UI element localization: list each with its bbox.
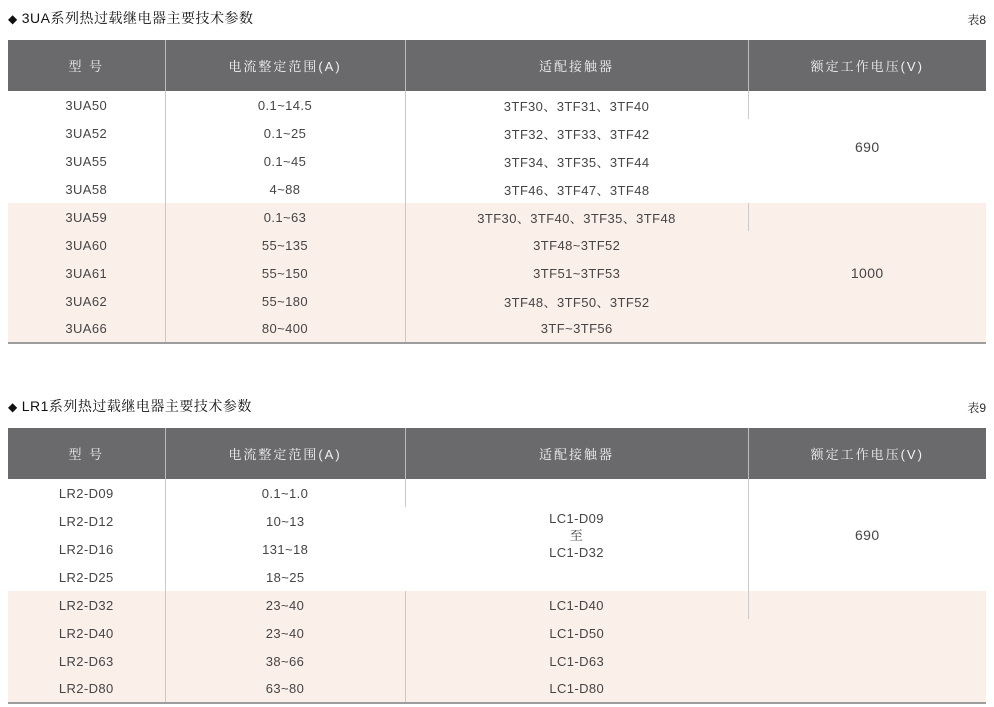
range-cell: 0.1~63 bbox=[165, 203, 405, 231]
contactor-cell: 3TF48、3TF50、3TF52 bbox=[405, 287, 748, 315]
contactor-cell: LC1-D63 bbox=[405, 647, 748, 675]
section-lr1-title-row bbox=[8, 344, 986, 416]
model-cell: 3UA61 bbox=[8, 259, 165, 287]
contactor-cell: 3TF48~3TF52 bbox=[405, 231, 748, 259]
model-cell: LR2-D32 bbox=[8, 591, 165, 619]
column-header-model: 型 号 bbox=[8, 40, 165, 91]
range-cell: 10~13 bbox=[265, 513, 305, 529]
empty-voltage-cell bbox=[748, 591, 986, 703]
table-row bbox=[8, 479, 986, 507]
table-lr1 bbox=[8, 428, 986, 704]
range-cell: 0.1~14.5 bbox=[165, 91, 405, 119]
model-cell: 3UA59 bbox=[8, 203, 165, 231]
contactor-group-line: LC1-D09 bbox=[549, 510, 604, 526]
table-3ua bbox=[8, 40, 986, 344]
column-header-voltage: 额定工作电压(V) bbox=[748, 40, 986, 91]
section-3ua bbox=[8, 0, 986, 344]
column-header-current-range: 电流整定范围(A) bbox=[165, 40, 405, 91]
model-cell: 3UA58 bbox=[8, 175, 165, 203]
section-3ua-title-text: 3UA系列热过载继电器主要技术参数 bbox=[21, 10, 254, 26]
contactor-cell: 3TF~3TF56 bbox=[405, 315, 748, 343]
column-header-voltage: 额定工作电压(V) bbox=[748, 428, 986, 479]
model-cell: LR2-D40 bbox=[8, 619, 165, 647]
contactor-cell: 3TF30、3TF31、3TF40 bbox=[405, 91, 748, 119]
model-cell: 3UA50 bbox=[8, 91, 165, 119]
table-3ua-header-row bbox=[8, 40, 986, 91]
contactor-cell: LC1-D50 bbox=[405, 619, 748, 647]
range-cell: 18~25 bbox=[265, 569, 305, 585]
contactor-cell: 3TF46、3TF47、3TF48 bbox=[503, 182, 650, 198]
voltage-cell: 1000 bbox=[748, 203, 986, 343]
table9-tag: 表9 bbox=[967, 401, 986, 415]
section-lr1-title-text: LR1系列热过载继电器主要技术参数 bbox=[21, 398, 252, 414]
model-cell: LR2-D63 bbox=[8, 647, 165, 675]
range-cell: 55~135 bbox=[165, 231, 405, 259]
table-row bbox=[8, 91, 986, 119]
contactor-cell: 3TF51~3TF53 bbox=[405, 259, 748, 287]
table-row bbox=[8, 203, 986, 231]
column-header-contactor: 适配接触器 bbox=[405, 428, 748, 479]
range-cell: 80~400 bbox=[165, 315, 405, 343]
voltage-cell: 690 bbox=[854, 527, 880, 543]
contactor-group-line: LC1-D32 bbox=[549, 544, 604, 560]
table8-tag: 表8 bbox=[967, 13, 986, 27]
column-header-current-range: 电流整定范围(A) bbox=[165, 428, 405, 479]
range-cell: 0.1~45 bbox=[165, 147, 405, 175]
model-cell: 3UA62 bbox=[8, 287, 165, 315]
range-cell: 0.1~25 bbox=[165, 119, 405, 147]
range-cell: 23~40 bbox=[165, 619, 405, 647]
table-lr1-header-row bbox=[8, 428, 986, 479]
section-lr1 bbox=[8, 344, 986, 704]
contactor-cell: 3TF30、3TF40、3TF35、3TF48 bbox=[405, 203, 748, 231]
model-cell: 3UA60 bbox=[8, 231, 165, 259]
model-cell: LR2-D25 bbox=[8, 563, 165, 591]
contactor-cell: 3TF32、3TF33、3TF42 bbox=[503, 126, 650, 142]
model-cell: LR2-D09 bbox=[8, 479, 165, 507]
section-3ua-title-row bbox=[8, 0, 986, 28]
column-header-contactor: 适配接触器 bbox=[405, 40, 748, 91]
model-cell: LR2-D12 bbox=[8, 507, 165, 535]
diamond-bullet-icon: ◆ bbox=[8, 12, 18, 26]
section-lr1-title bbox=[8, 396, 252, 416]
model-cell: 3UA55 bbox=[8, 147, 165, 175]
model-cell: 3UA52 bbox=[8, 119, 165, 147]
column-header-model: 型 号 bbox=[8, 428, 165, 479]
contactor-cell: LC1-D80 bbox=[405, 675, 748, 703]
table-row bbox=[8, 591, 986, 619]
model-cell: 3UA66 bbox=[8, 315, 165, 343]
range-cell: 38~66 bbox=[165, 647, 405, 675]
contactor-group-cell bbox=[405, 479, 748, 591]
range-cell: 131~18 bbox=[262, 541, 309, 557]
contactor-cell: 3TF34、3TF35、3TF44 bbox=[503, 154, 650, 170]
model-cell: LR2-D16 bbox=[8, 535, 165, 563]
range-cell: 23~40 bbox=[165, 591, 405, 619]
range-cell: 0.1~1.0 bbox=[165, 479, 405, 507]
range-cell: 63~80 bbox=[165, 675, 405, 703]
range-cell: 55~150 bbox=[165, 259, 405, 287]
model-cell: LR2-D80 bbox=[8, 675, 165, 703]
section-3ua-title bbox=[8, 8, 253, 28]
voltage-cell: 690 bbox=[854, 139, 880, 155]
contactor-group-line: 至 bbox=[569, 527, 584, 543]
diamond-bullet-icon: ◆ bbox=[8, 400, 18, 414]
contactor-cell: LC1-D40 bbox=[405, 591, 748, 619]
range-cell: 4~88 bbox=[165, 175, 405, 203]
range-cell: 55~180 bbox=[165, 287, 405, 315]
